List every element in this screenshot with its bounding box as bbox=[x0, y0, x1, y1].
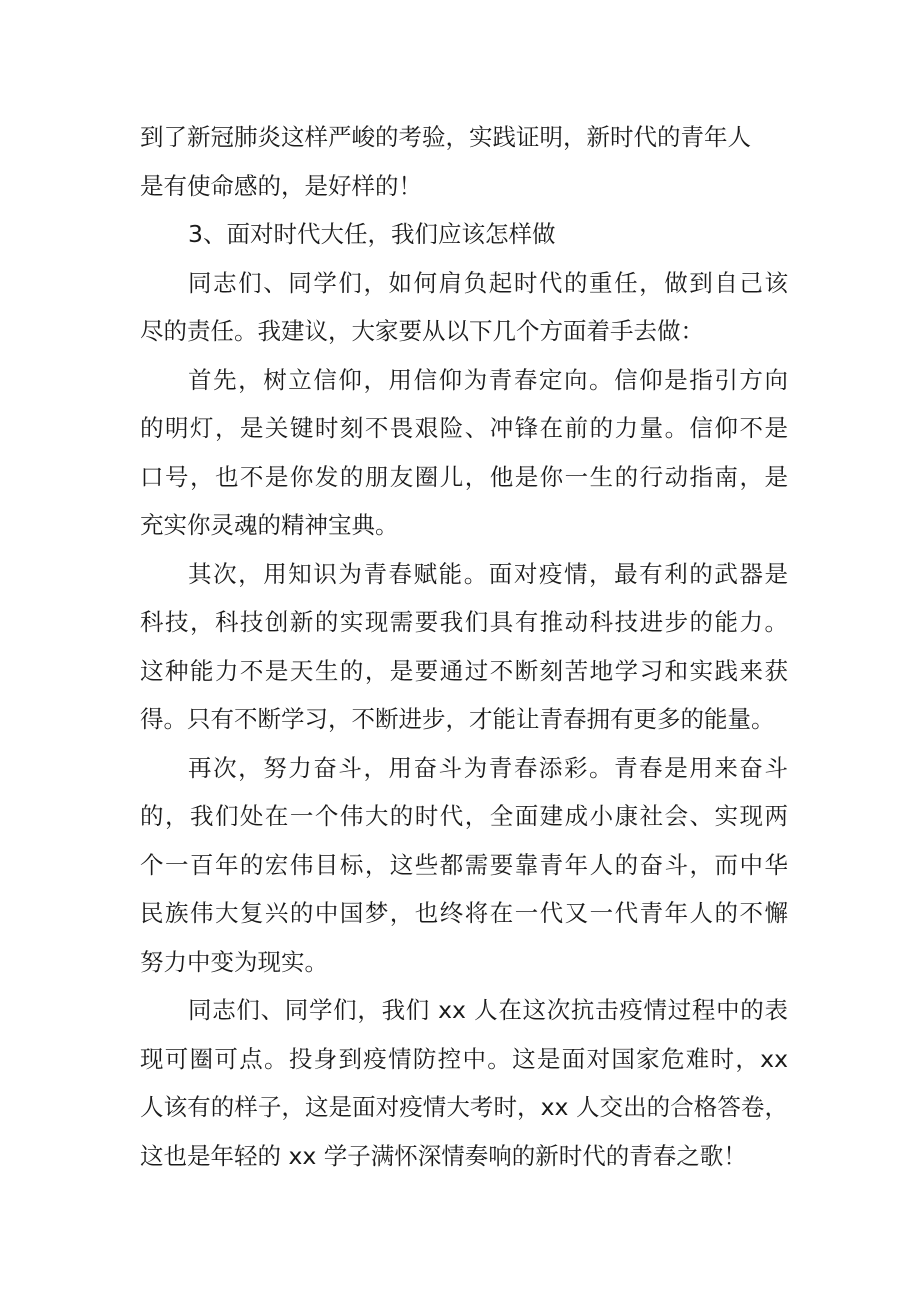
paragraph-line: 充实你灵魂的精神宝典。 bbox=[140, 511, 399, 539]
paragraph-line: 努力中变为现实。 bbox=[140, 947, 328, 976]
paragraph-line: 尽的责任。我建议，大家要从以下几个方面着手去做： bbox=[140, 317, 704, 345]
paragraph-line: 同志们、同学们，如何肩负起时代的重任，做到自己该 bbox=[188, 268, 788, 297]
paragraph-line: 同志们、同学们，我们 xx 人在这次抗击疫情过程中的表 bbox=[188, 996, 788, 1024]
paragraph-line: 口号，也不是你发的朋友圈儿，他是你一生的行动指南，是 bbox=[140, 462, 788, 491]
paragraph-line: 民族伟大复兴的中国梦，也终将在一代又一代青年人的不懈 bbox=[140, 899, 788, 927]
document-body bbox=[140, 113, 788, 1180]
paragraph-line: 这种能力不是天生的，是要通过不断刻苦地学习和实践来获 bbox=[140, 656, 788, 685]
paragraph-line: 的，我们处在一个伟大的时代，全面建成小康社会、实现两 bbox=[140, 802, 788, 830]
section-heading: 3、面对时代大任，我们应该怎样做 bbox=[188, 220, 556, 248]
paragraph-line: 现可圈可点。投身到疫情防控中。这是面对国家危难时，xx bbox=[140, 1044, 788, 1073]
paragraph-line: 首先，树立信仰，用信仰为青春定向。信仰是指引方向 bbox=[188, 365, 788, 394]
paragraph-line: 的明灯，是关键时刻不畏艰险、冲锋在前的力量。信仰不是 bbox=[140, 414, 788, 442]
paragraph-line: 这也是年轻的 xx 学子满怀深情奏响的新时代的青春之歌！ bbox=[140, 1141, 747, 1170]
paragraph-line: 科技，科技创新的实现需要我们具有推动科技进步的能力。 bbox=[140, 608, 788, 636]
paragraph-line: 其次，用知识为青春赋能。面对疫情，最有利的武器是 bbox=[188, 559, 788, 588]
paragraph-line: 到了新冠肺炎这样严峻的考验，实践证明，新时代的青年人 bbox=[140, 123, 751, 151]
paragraph-line: 人该有的样子，这是面对疫情大考时，xx 人交出的合格答卷， bbox=[140, 1093, 788, 1121]
paragraph-line: 是有使命感的，是好样的！ bbox=[140, 171, 422, 200]
paragraph-line: 再次，努力奋斗，用奋斗为青春添彩。青春是用来奋斗 bbox=[188, 753, 788, 782]
paragraph-line: 得。只有不断学习，不断进步，才能让青春拥有更多的能量。 bbox=[140, 705, 775, 733]
paragraph-line: 个一百年的宏伟目标，这些都需要靠青年人的奋斗，而中华 bbox=[140, 850, 788, 879]
